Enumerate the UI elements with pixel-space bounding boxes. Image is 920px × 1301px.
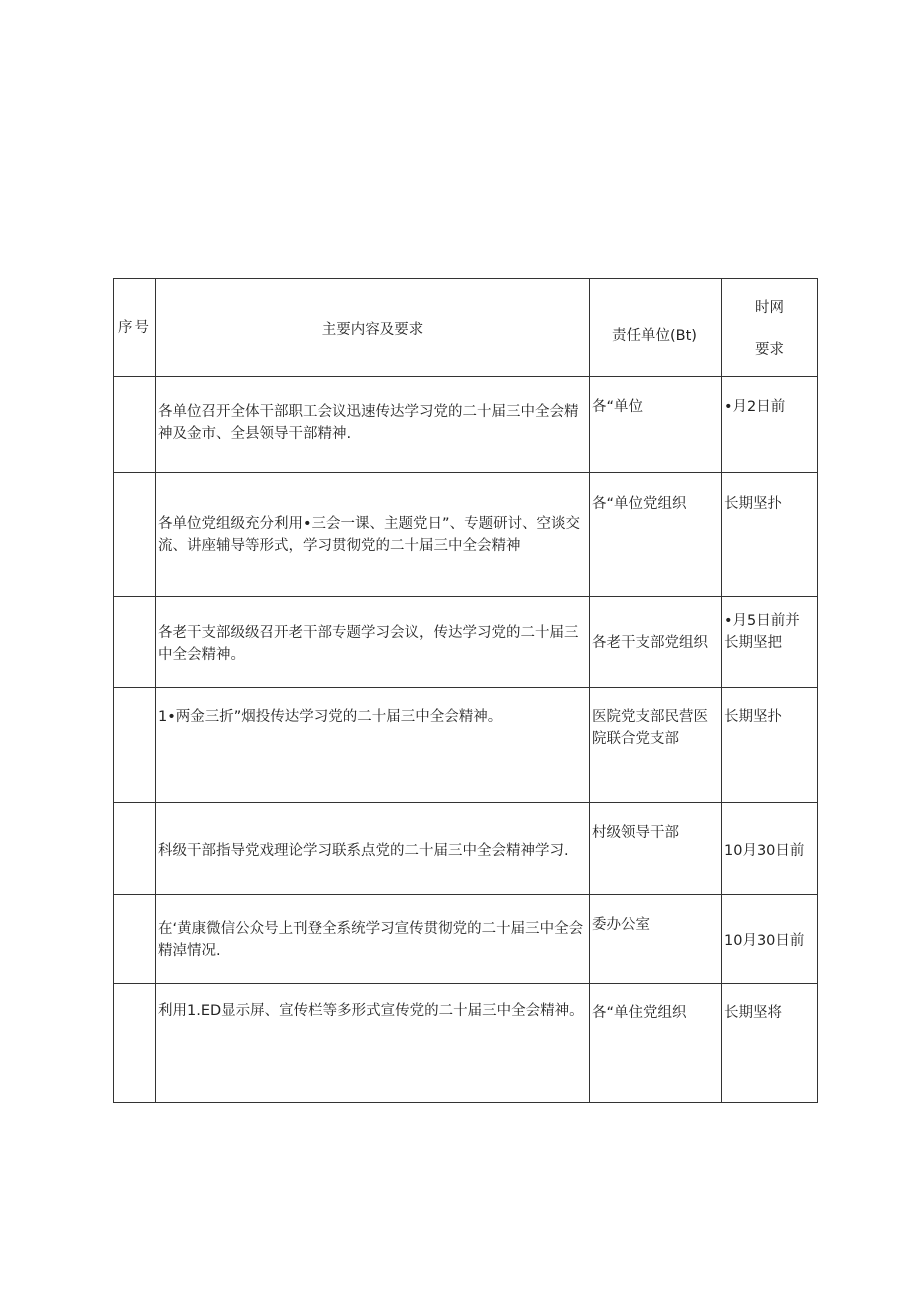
row-unit: 村级领导干部 xyxy=(590,803,722,895)
task-table xyxy=(113,278,818,1103)
header-time xyxy=(722,279,818,377)
header-time-line2: 要求 xyxy=(755,342,784,358)
table-row xyxy=(114,895,818,984)
row-content: 利用1.ED显示屏、宣传栏等多形式宣传党的二十届三中全会精神。 xyxy=(156,984,590,1103)
row-seq xyxy=(114,803,156,895)
header-unit: 责任单位(Bt) xyxy=(590,279,722,377)
table-row xyxy=(114,803,818,895)
row-unit: 医院党支部民营医院联合党支部 xyxy=(590,688,722,803)
row-time: 长期坚扑 xyxy=(722,688,818,803)
row-seq xyxy=(114,377,156,473)
row-time: 长期坚将 xyxy=(722,984,818,1103)
table-row xyxy=(114,688,818,803)
row-unit: 各老干支部党组织 xyxy=(590,597,722,688)
row-time: •月5日前并长期坚把 xyxy=(722,597,818,688)
row-content: 在‘黄康微信公众号上刊登全系统学习宣传贯彻党的二十届三中全会精淖情况. xyxy=(156,895,590,984)
row-content: 各单位党组级充分利用•三会一课、主题党日”、专题研讨、空谈交流、讲座辅导等形式，学习贯彻党的二十届三中全会精神 xyxy=(156,473,590,597)
row-seq xyxy=(114,597,156,688)
row-time: 10月30日前 xyxy=(722,895,818,984)
table-row xyxy=(114,377,818,473)
table-row xyxy=(114,473,818,597)
row-unit: 各“单位 xyxy=(590,377,722,473)
row-unit: 各“单位党组织 xyxy=(590,473,722,597)
row-content: 各单位召开全体干部职工会议迅速传达学习党的二十届三中全会精神及金市、全县领导干部精神. xyxy=(156,377,590,473)
row-time: •月2日前 xyxy=(722,377,818,473)
row-content: 各老干支部级级召开老干部专题学习会议，传达学习党的二十届三中全会精神。 xyxy=(156,597,590,688)
row-time: 长期坚扑 xyxy=(722,473,818,597)
row-content: 科级干部指导党戏理论学习联系点党的二十届三中全会精神学习. xyxy=(156,803,590,895)
header-time-line1: 时网 xyxy=(755,300,784,316)
row-unit: 各“单住党组织 xyxy=(590,984,722,1103)
header-content: 主要内容及要求 xyxy=(156,279,590,377)
row-seq xyxy=(114,688,156,803)
row-seq xyxy=(114,984,156,1103)
table-header-row xyxy=(114,279,818,377)
table-row xyxy=(114,984,818,1103)
row-seq xyxy=(114,473,156,597)
row-time: 10月30日前 xyxy=(722,803,818,895)
header-seq: 序号 xyxy=(114,279,156,377)
row-content: 1•两金三折”烟投传达学习党的二十届三中全会精神。 xyxy=(156,688,590,803)
row-seq xyxy=(114,895,156,984)
row-unit: 委办公室 xyxy=(590,895,722,984)
table-row xyxy=(114,597,818,688)
